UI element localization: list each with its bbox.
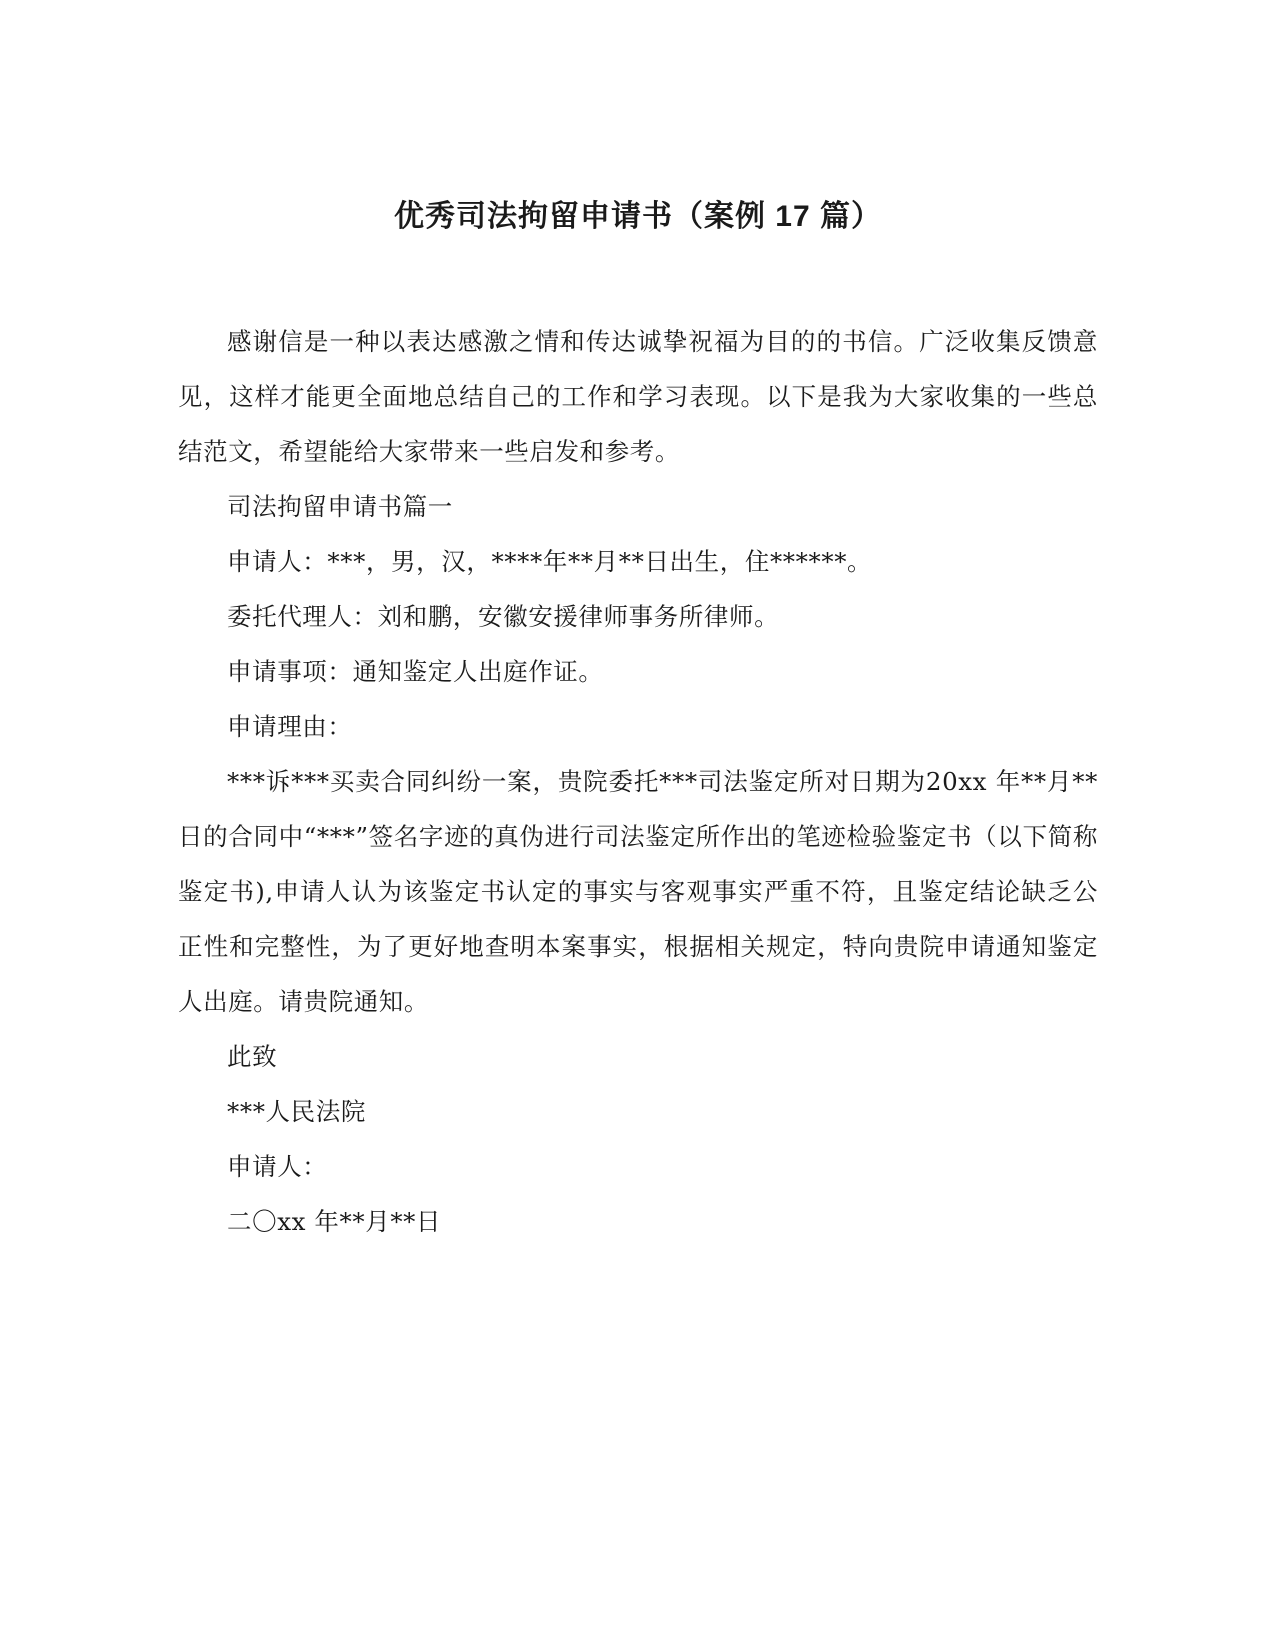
paragraph-agent-line: 委托代理人：刘和鹏，安徽安援律师事务所律师。 bbox=[227, 602, 780, 631]
title-spacer bbox=[178, 238, 1098, 314]
paragraph-applicant-line: 申请人：***，男，汉，****年**月**日出生，住******。 bbox=[227, 547, 873, 576]
paragraph-signature-date: 二〇xx 年**月**日 bbox=[227, 1207, 442, 1236]
paragraph-closing: 此致 bbox=[227, 1042, 278, 1071]
paragraph-reason-body: ***诉***买卖合同纠纷一案，贵院委托***司法鉴定所对日期为20xx 年**月**日的合同中“***”签名字迹的真伪进行司法鉴定所作出的笔迹检验鉴定书（以下简称鉴定书),申请人认为该鉴定书认定的事实与客观事实严重不符，且鉴定结论缺乏公正性和完整性，为了更好地查明本案事实，根据相关规定，特向贵院申请通知鉴定人出庭。请贵院通知。 bbox=[178, 767, 1098, 1016]
paragraph-request-item: 申请事项：通知鉴定人出庭作证。 bbox=[227, 657, 604, 686]
paragraph-intro: 感谢信是一种以表达感激之情和传达诚挚祝福为目的的书信。广泛收集反馈意见，这样才能更全面地总结自己的工作和学习表现。以下是我为大家收集的一些总结范文，希望能给大家带来一些启发和参考。 bbox=[178, 327, 1098, 466]
page-title: 优秀司法拘留申请书（案例 17 篇） bbox=[393, 200, 883, 233]
paragraph-closing-court: ***人民法院 bbox=[227, 1097, 366, 1126]
document-body bbox=[178, 0, 1098, 1249]
paragraph-signature-label: 申请人： bbox=[227, 1152, 328, 1181]
paragraph-section-heading: 司法拘留申请书篇一 bbox=[227, 492, 453, 521]
paragraph-request-reason-label: 申请理由： bbox=[227, 712, 353, 741]
